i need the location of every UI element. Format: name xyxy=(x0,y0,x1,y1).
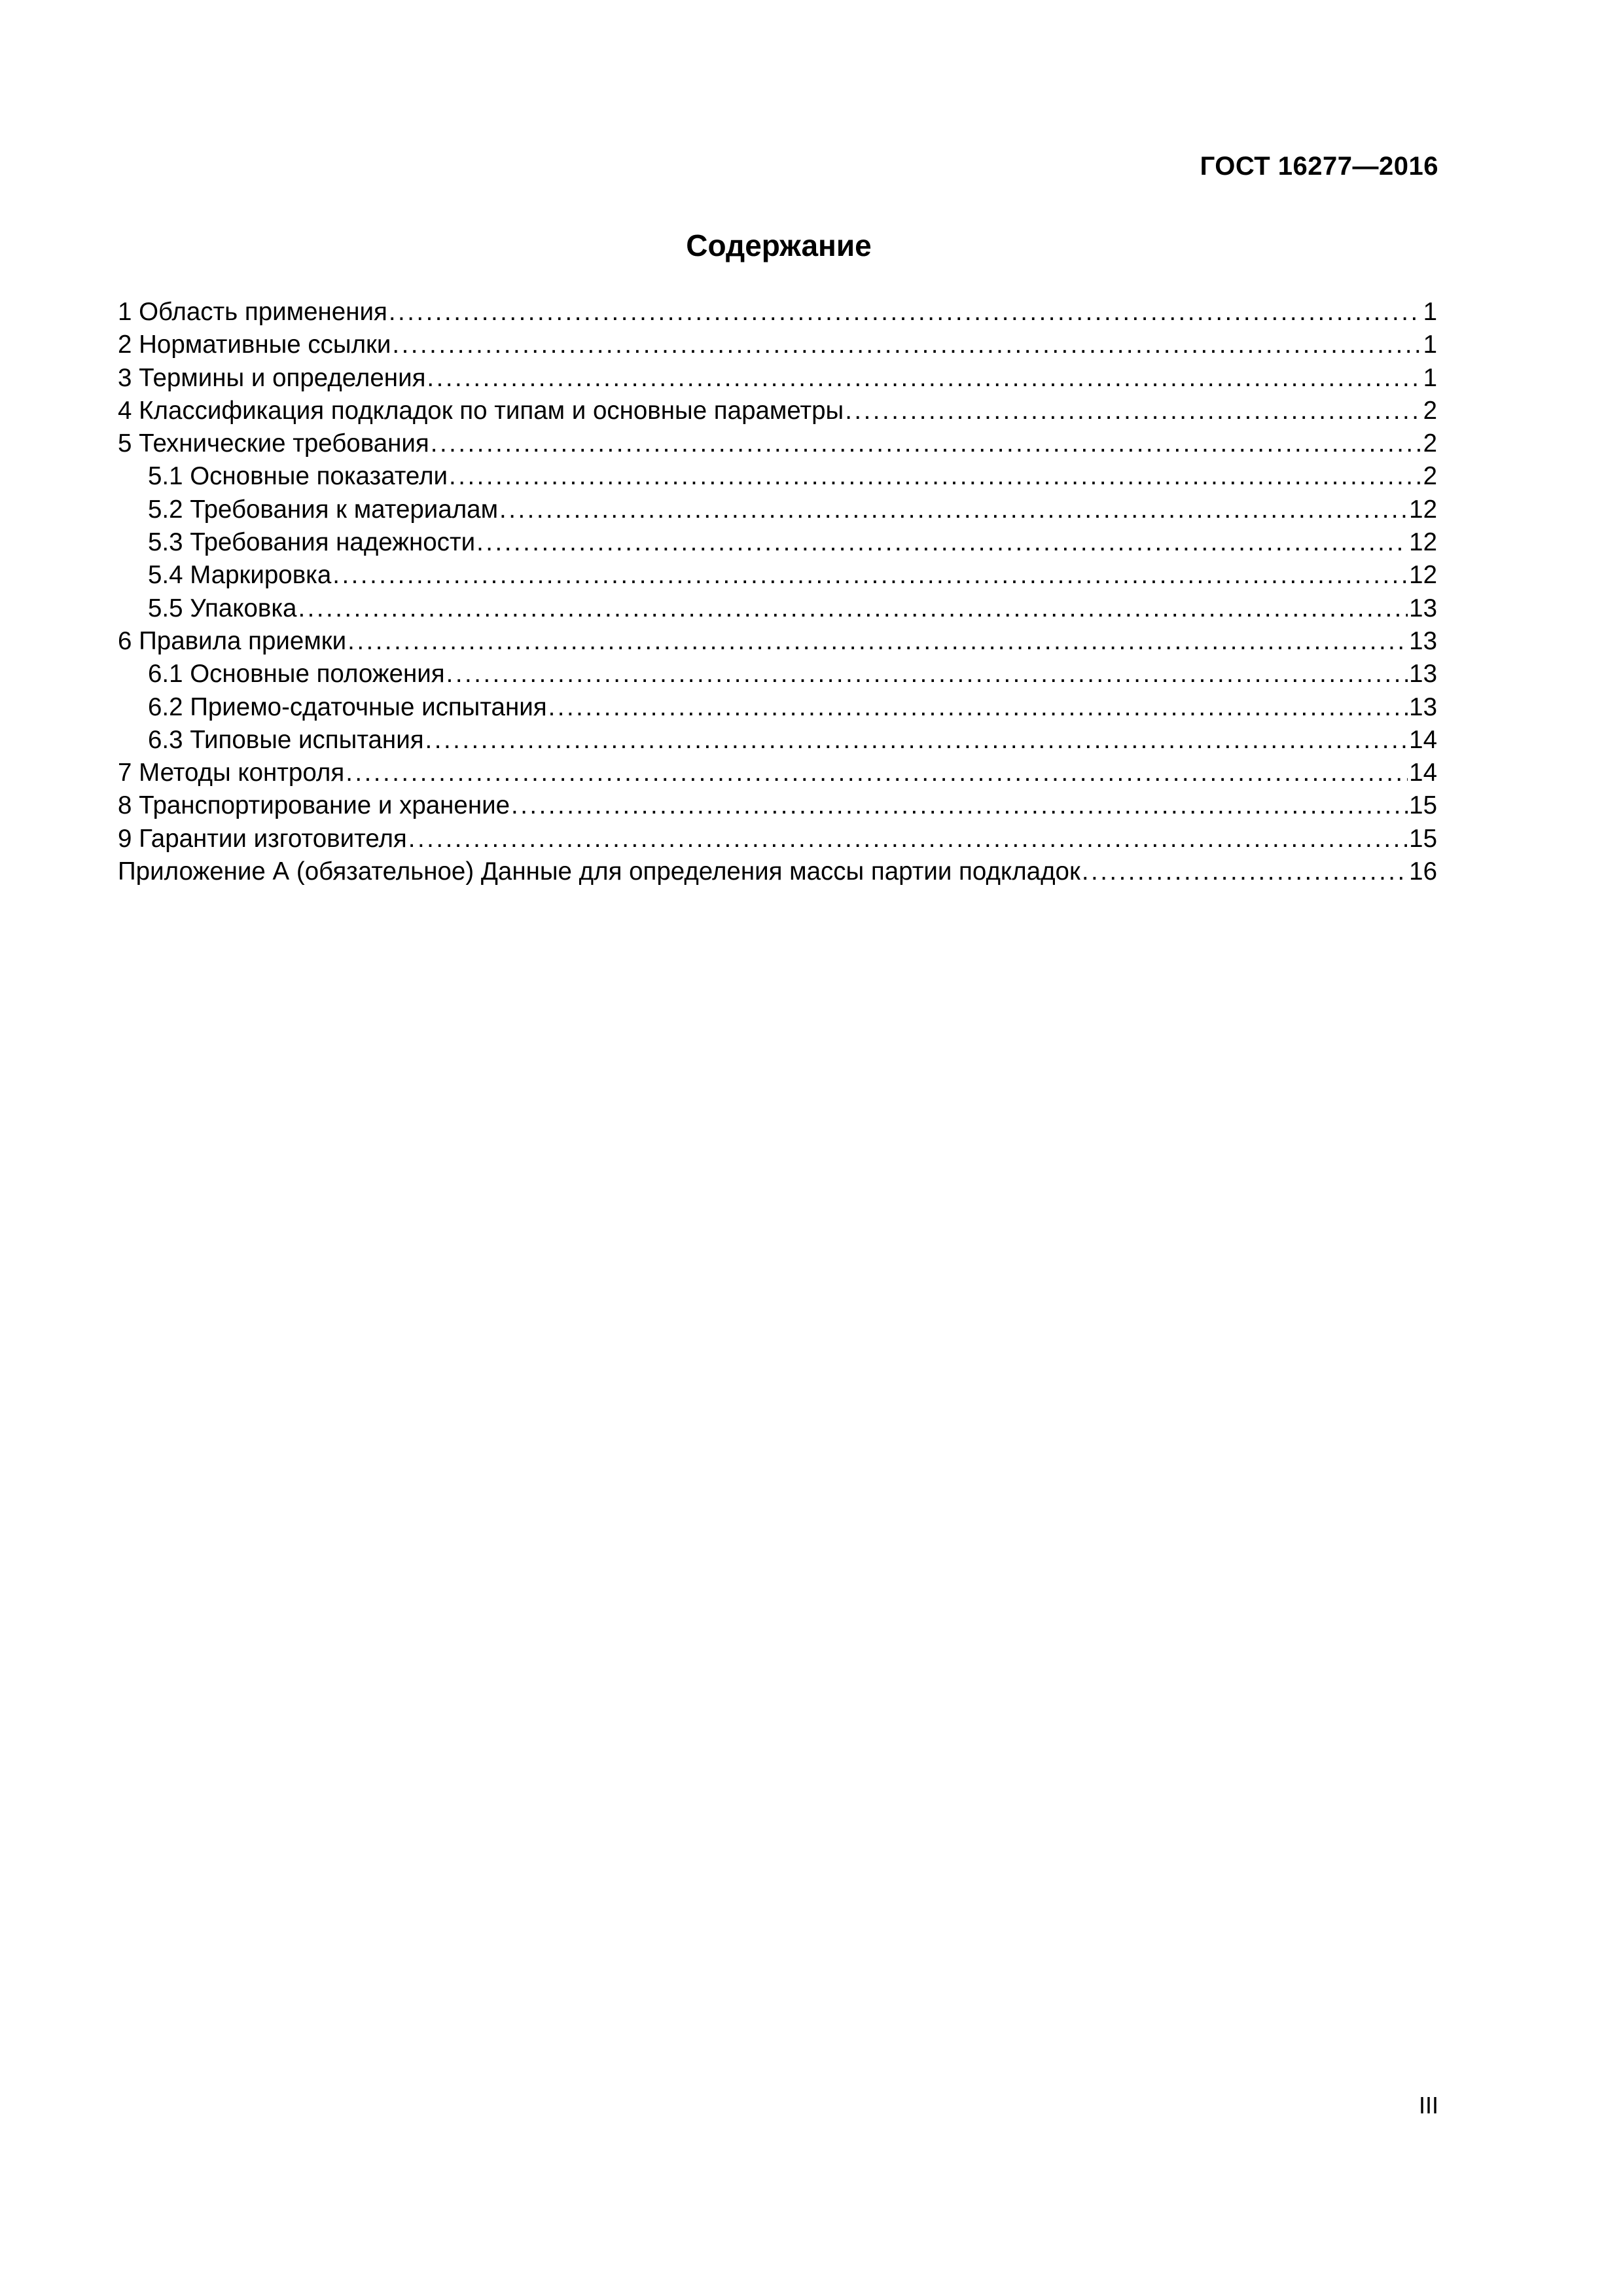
toc-entry-page: 12 xyxy=(1409,528,1437,557)
document-code: ГОСТ 16277—2016 xyxy=(1200,152,1438,181)
toc-entry-page: 2 xyxy=(1423,462,1437,491)
toc-entry-label: 5.5 Упаковка xyxy=(148,594,297,622)
toc-entry-page: 15 xyxy=(1409,791,1437,820)
toc-subentry[interactable] xyxy=(118,493,1437,526)
toc-dot-leader xyxy=(845,395,1421,427)
toc-entry-page: 14 xyxy=(1409,725,1437,754)
toc-entry-label: Приложение А (обязательное) Данные для определения массы партии подкладок xyxy=(118,857,1080,886)
toc-entry-page: 13 xyxy=(1409,594,1437,622)
toc-entry-page: 12 xyxy=(1409,495,1437,524)
toc-dot-leader xyxy=(332,559,1408,592)
toc-dot-leader xyxy=(425,724,1408,757)
toc-entry[interactable] xyxy=(118,296,1437,329)
toc-entry-label: 1 Область применения xyxy=(118,298,387,326)
toc-subentry[interactable] xyxy=(118,724,1437,757)
toc-entry-page: 12 xyxy=(1409,561,1437,590)
toc-entry[interactable] xyxy=(118,789,1437,822)
toc-dot-leader xyxy=(392,329,1421,361)
toc-entry[interactable] xyxy=(118,329,1437,361)
toc-dot-leader xyxy=(298,592,1408,625)
toc-subentry[interactable] xyxy=(118,526,1437,559)
toc-entry-label: 5.4 Маркировка xyxy=(148,561,332,590)
toc-entry-page: 13 xyxy=(1409,626,1437,655)
toc-entry[interactable] xyxy=(118,823,1437,855)
toc-dot-leader xyxy=(511,789,1408,822)
toc-subentry[interactable] xyxy=(118,460,1437,493)
toc-entry-page: 13 xyxy=(1409,660,1437,689)
toc-dot-leader xyxy=(499,493,1408,526)
toc-entry-label: 3 Термины и определения xyxy=(118,363,426,392)
toc-entry[interactable] xyxy=(118,757,1437,789)
toc-subentry[interactable] xyxy=(118,592,1437,625)
toc-dot-leader xyxy=(389,296,1422,329)
toc-entry-page: 1 xyxy=(1423,331,1437,359)
toc-entry-label: 9 Гарантии изготовителя xyxy=(118,824,407,853)
toc-entry[interactable] xyxy=(118,427,1437,460)
toc-entry-page: 15 xyxy=(1409,824,1437,853)
toc-dot-leader xyxy=(431,427,1422,460)
toc-dot-leader xyxy=(348,625,1408,658)
toc-entry-page: 14 xyxy=(1409,759,1437,787)
toc-entry-label: 5.1 Основные показатели xyxy=(148,462,448,491)
toc-entry-page: 1 xyxy=(1423,363,1437,392)
toc-entry-label: 5 Технические требования xyxy=(118,429,429,458)
toc-subentry[interactable] xyxy=(118,691,1437,724)
toc-entry-page: 2 xyxy=(1423,429,1437,458)
toc-entry-page: 2 xyxy=(1423,396,1437,425)
toc-dot-leader xyxy=(427,362,1421,395)
toc-dot-leader xyxy=(346,757,1408,789)
toc-subentry[interactable] xyxy=(118,559,1437,592)
toc-entry-label: 6 Правила приемки xyxy=(118,626,347,655)
toc-entry[interactable] xyxy=(118,362,1437,395)
toc-entry-label: 7 Методы контроля xyxy=(118,759,345,787)
toc-dot-leader xyxy=(1082,855,1408,888)
toc-entry-label: 4 Классификация подкладок по типам и основные параметры xyxy=(118,396,844,425)
toc-title: Содержание xyxy=(686,228,872,262)
toc-entry-label: 2 Нормативные ссылки xyxy=(118,331,391,359)
toc-entry-appendix[interactable] xyxy=(118,855,1437,888)
toc-entry-label: 6.1 Основные положения xyxy=(148,660,445,689)
page-number: III xyxy=(1418,2092,1438,2119)
toc-entry-label: 8 Транспортирование и хранение xyxy=(118,791,510,820)
toc-dot-leader xyxy=(548,691,1408,724)
toc-dot-leader xyxy=(408,823,1408,855)
toc-subentry[interactable] xyxy=(118,658,1437,691)
toc-dot-leader xyxy=(476,526,1408,559)
toc-entry-page: 13 xyxy=(1409,692,1437,721)
toc-dot-leader xyxy=(446,658,1408,691)
toc-entry-label: 6.2 Приемо-сдаточные испытания xyxy=(148,692,547,721)
toc-entry[interactable] xyxy=(118,395,1437,427)
toc-entry-label: 5.2 Требования к материалам xyxy=(148,495,499,524)
toc-entry[interactable] xyxy=(118,625,1437,658)
toc-entry-label: 5.3 Требования надежности xyxy=(148,528,476,557)
table-of-contents xyxy=(118,296,1437,888)
toc-dot-leader xyxy=(449,460,1422,493)
toc-entry-label: 6.3 Типовые испытания xyxy=(148,725,424,754)
toc-entry-page: 1 xyxy=(1423,298,1437,326)
toc-entry-page: 16 xyxy=(1409,857,1437,886)
